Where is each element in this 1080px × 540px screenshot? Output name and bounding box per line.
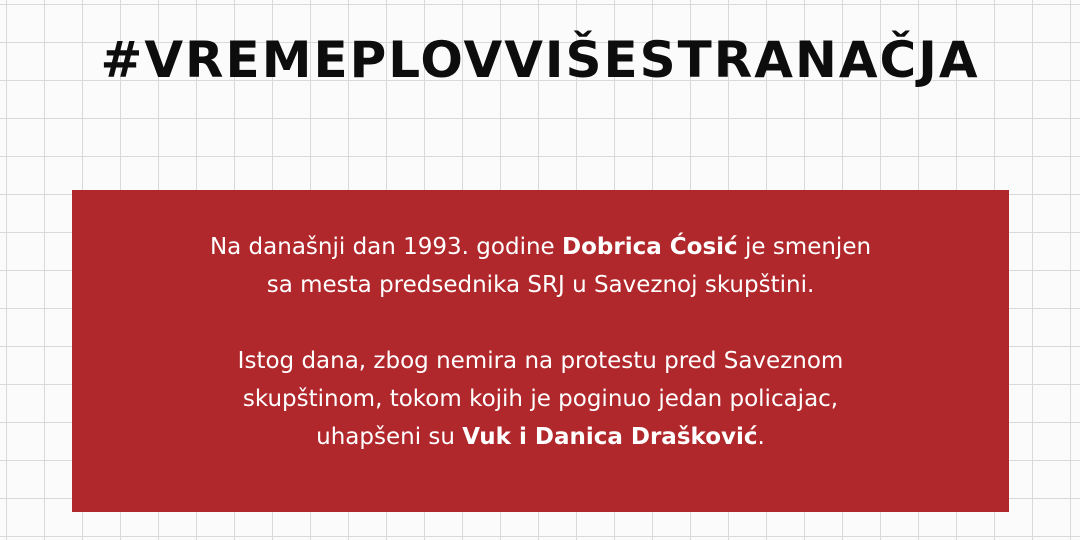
text-segment: je smenjen [737, 234, 872, 260]
paragraph-ousting-line-2: sa mesta predsednika SRJ u Saveznoj skupštini. [266, 272, 815, 298]
paragraph-ousting [72, 228, 1009, 304]
text-segment: . [757, 424, 765, 450]
text-segment: Na današnji dan 1993. godine [209, 234, 563, 260]
text-segment: uhapšeni su [316, 424, 463, 450]
hashtag-title: #VREMEPLOVVIŠESTRANAČJA [100, 31, 980, 89]
paragraph-arrest [72, 342, 1009, 456]
info-card [72, 190, 1009, 512]
highlight-name: Vuk i Danica Drašković [462, 424, 758, 450]
paragraph-arrest-line-2: skupštinom, tokom kojih je poginuo jedan policajac, [242, 386, 839, 412]
paragraph-arrest-line-3 [72, 418, 1009, 456]
highlight-name: Dobrica Ćosić [562, 234, 738, 260]
paragraph-arrest-line-1: Istog dana, zbog nemira na protestu pred Saveznom [237, 348, 844, 374]
paragraph-ousting-line-1 [72, 228, 1009, 266]
